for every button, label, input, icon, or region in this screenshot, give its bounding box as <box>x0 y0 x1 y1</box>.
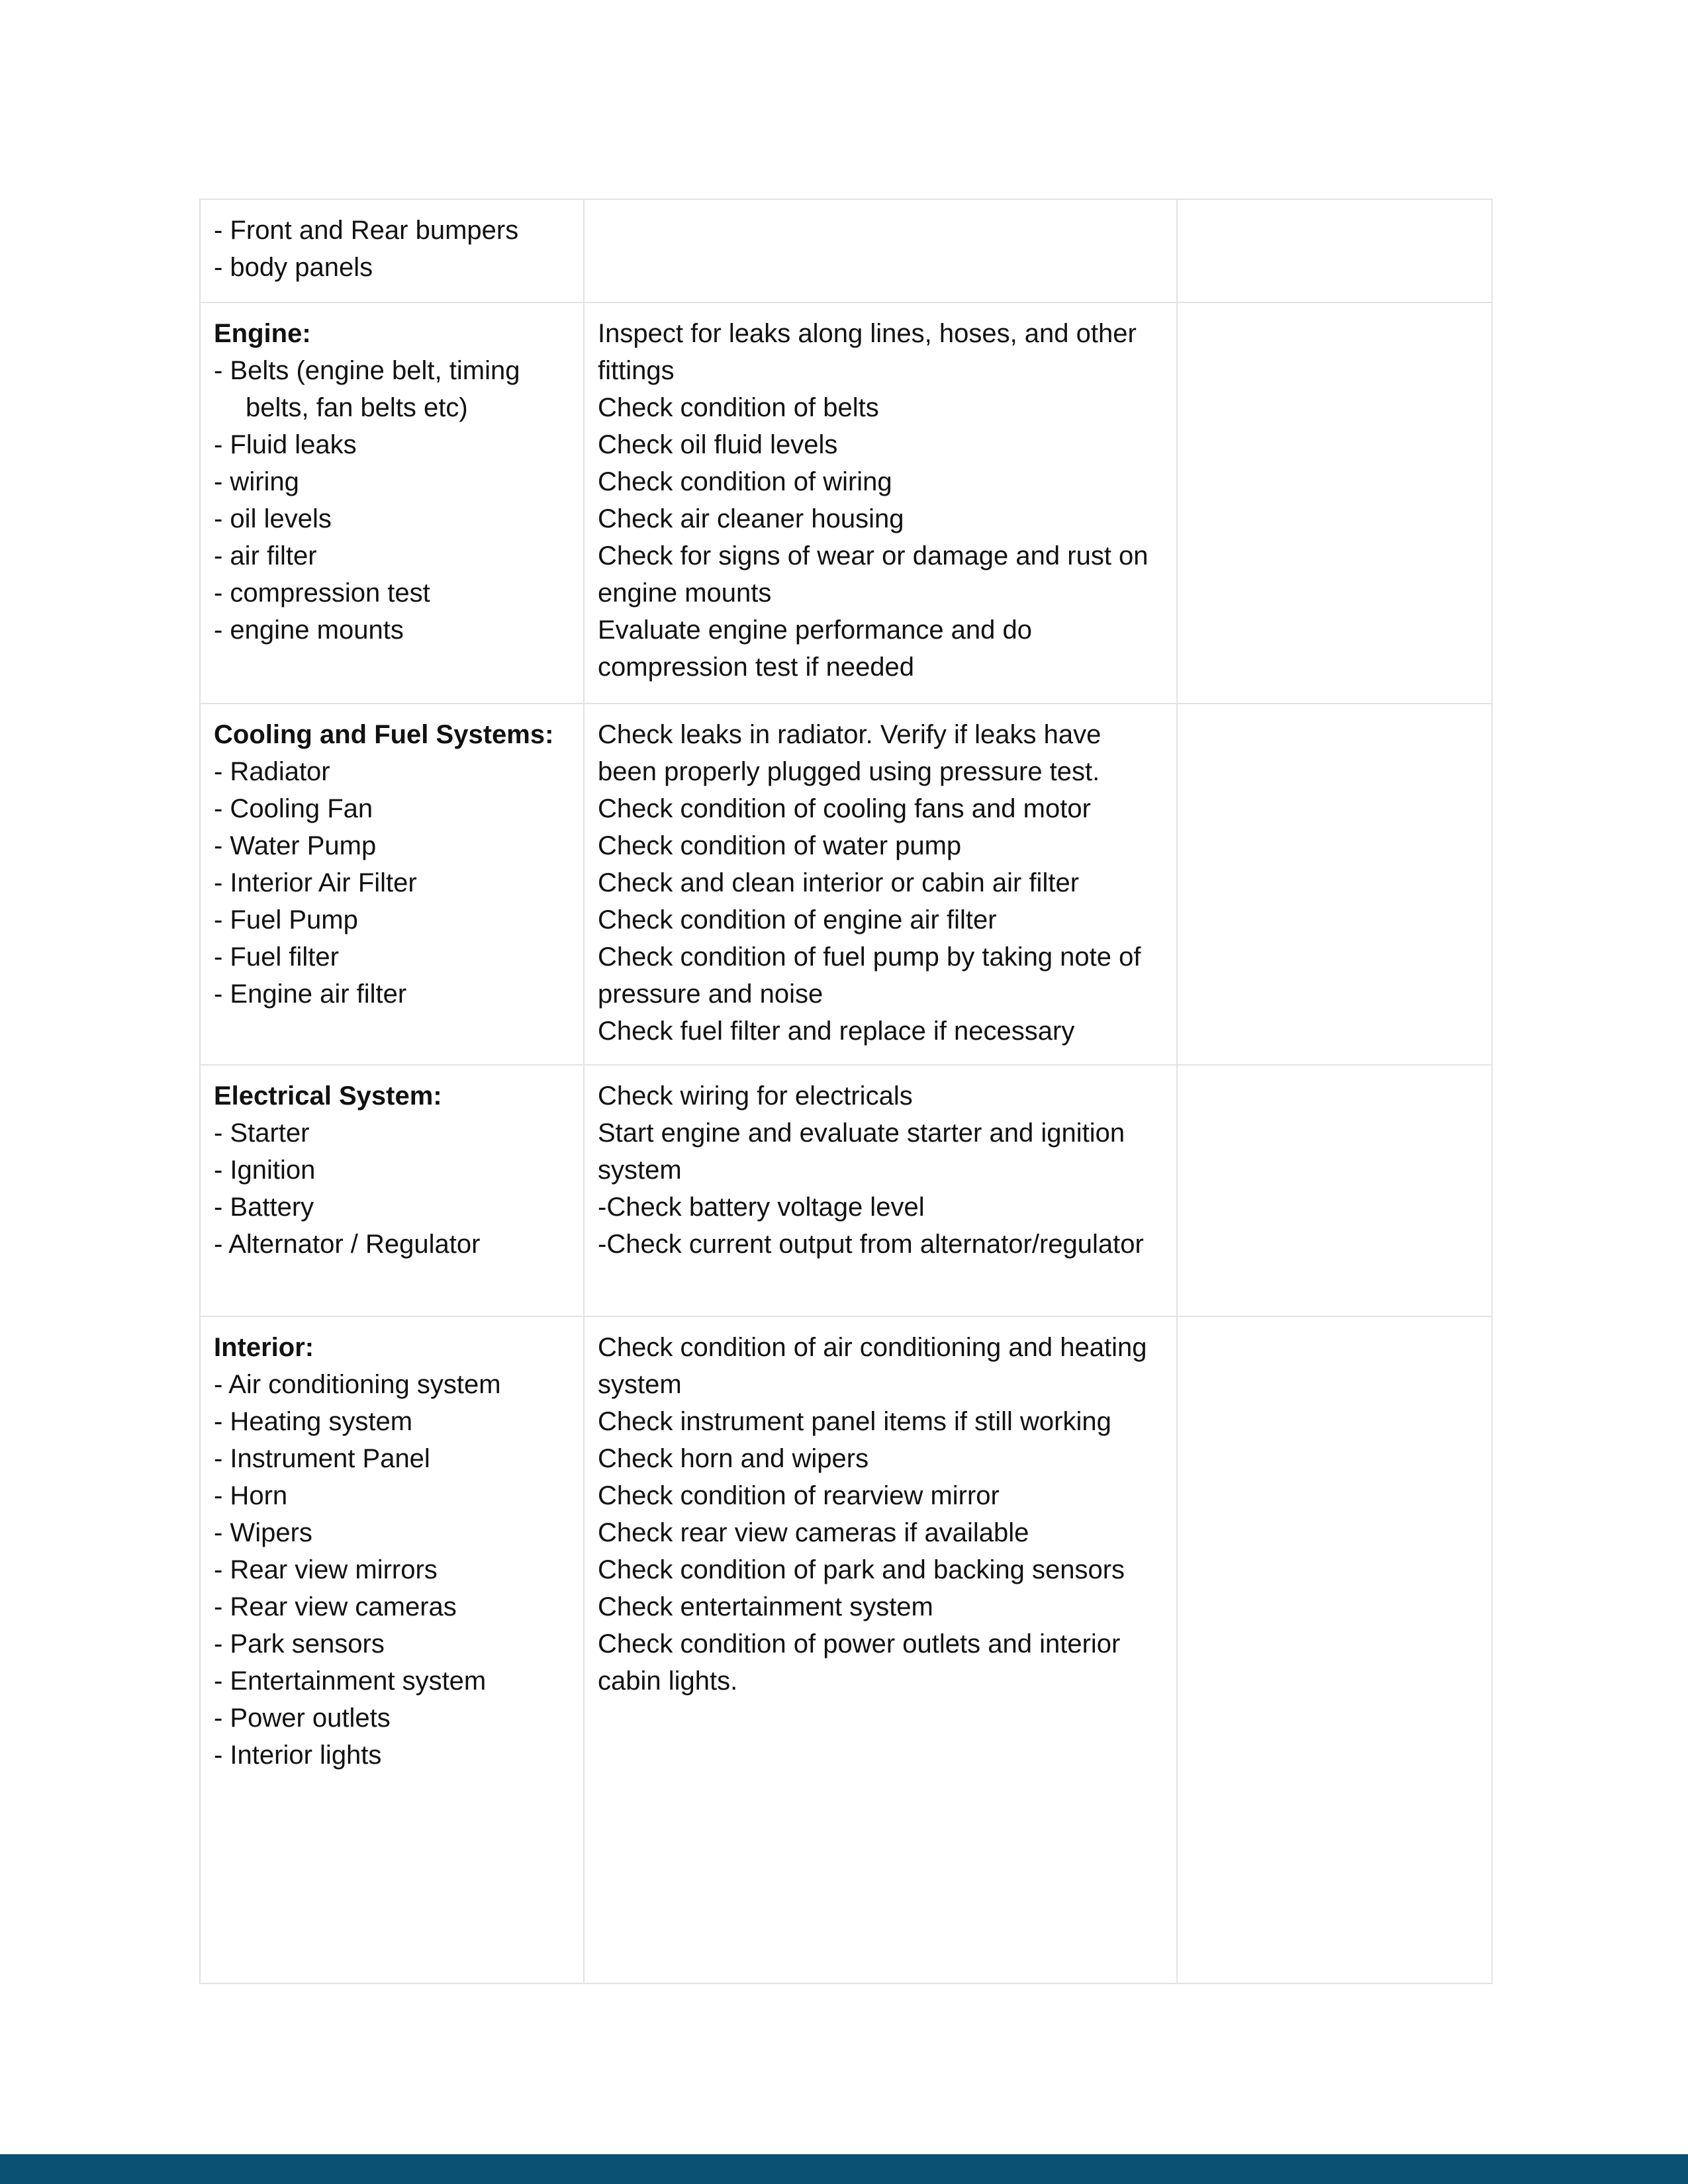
action-line: Check air cleaner housing <box>598 504 904 533</box>
item-line: - Radiator <box>214 757 330 786</box>
item-line: - Alternator / Regulator <box>214 1230 481 1259</box>
notes-cell <box>1177 1316 1492 1983</box>
item-line: - Interior lights <box>214 1741 382 1770</box>
item-line: - Belts (engine belt, timing belts, fan belts etc) <box>214 356 520 422</box>
action-line: Check condition of park and backing sensors <box>598 1555 1125 1584</box>
footer-bar <box>0 2154 1688 2184</box>
item-line: - Cooling Fan <box>214 794 373 823</box>
section-heading: Interior: <box>214 1333 314 1362</box>
item-line: - Entertainment system <box>214 1666 487 1696</box>
action-line: Check and clean interior or cabin air filter <box>598 868 1080 897</box>
item-cell <box>200 302 584 704</box>
action-cell <box>584 1316 1177 1983</box>
item-line: - Interior Air Filter <box>214 868 417 897</box>
action-line: Check wiring for electricals <box>598 1081 913 1111</box>
action-line: -Check current output from alternator/regulator <box>598 1230 1144 1259</box>
item-line: - air filter <box>214 541 317 570</box>
action-cell <box>584 199 1177 302</box>
item-line: - Power outlets <box>214 1704 391 1733</box>
item-line: - Rear view cameras <box>214 1592 457 1621</box>
action-line: Check fuel filter and replace if necessary <box>598 1017 1075 1046</box>
item-line: - Fluid leaks <box>214 430 357 459</box>
item-line: - Battery <box>214 1193 314 1222</box>
item-line: - Fuel Pump <box>214 905 358 934</box>
notes-cell <box>1177 1065 1492 1316</box>
item-line: - Wipers <box>214 1518 312 1547</box>
item-line: - oil levels <box>214 504 332 533</box>
action-line: Check condition of wiring <box>598 467 892 496</box>
item-line: - Park sensors <box>214 1629 385 1659</box>
table-row <box>200 704 1492 1065</box>
item-line: - Ignition <box>214 1156 316 1185</box>
section-heading: Engine: <box>214 319 311 348</box>
item-line: - engine mounts <box>214 615 404 645</box>
item-line: - Water Pump <box>214 831 377 860</box>
item-line: - Front and Rear bumpers <box>214 216 519 245</box>
inspection-checklist-table <box>199 199 1493 1984</box>
item-cell <box>200 1065 584 1316</box>
action-line: Check entertainment system <box>598 1592 933 1621</box>
action-line: Check instrument panel items if still working <box>598 1407 1111 1436</box>
action-line: Check condition of cooling fans and motor <box>598 794 1091 823</box>
notes-cell <box>1177 199 1492 302</box>
action-cell <box>584 704 1177 1065</box>
item-line: - Fuel filter <box>214 942 339 972</box>
table-row <box>200 1316 1492 1983</box>
item-line: - Starter <box>214 1118 310 1148</box>
item-line: - Air conditioning system <box>214 1370 501 1399</box>
table-body <box>200 199 1492 1983</box>
item-cell <box>200 704 584 1065</box>
action-line: Check condition of belts <box>598 393 879 422</box>
item-cell <box>200 1316 584 1983</box>
action-line: Check condition of engine air filter <box>598 905 997 934</box>
action-line: Check condition of power outlets and interior cabin lights. <box>598 1629 1121 1696</box>
action-line: Inspect for leaks along lines, hoses, and other fittings <box>598 319 1137 385</box>
action-line: Check horn and wipers <box>598 1444 869 1473</box>
action-line: Check condition of fuel pump by taking note of pressure and noise <box>598 942 1141 1009</box>
action-line: -Check battery voltage level <box>598 1193 925 1222</box>
action-cell <box>584 302 1177 704</box>
item-line: - Horn <box>214 1481 288 1510</box>
action-line: Check condition of air conditioning and heating system <box>598 1333 1147 1399</box>
item-line: - wiring <box>214 467 299 496</box>
table-row <box>200 302 1492 704</box>
action-line: Check for signs of wear or damage and rust on engine mounts <box>598 541 1149 608</box>
item-line: - Engine air filter <box>214 979 407 1009</box>
section-heading: Cooling and Fuel Systems: <box>214 720 554 749</box>
action-line: Check oil fluid levels <box>598 430 838 459</box>
notes-cell <box>1177 704 1492 1065</box>
item-line: - compression test <box>214 578 430 608</box>
notes-cell <box>1177 302 1492 704</box>
action-cell <box>584 1065 1177 1316</box>
action-line: Check rear view cameras if available <box>598 1518 1029 1547</box>
section-heading: Electrical System: <box>214 1081 442 1111</box>
item-line: - body panels <box>214 253 373 282</box>
table-row <box>200 199 1492 302</box>
item-cell <box>200 199 584 302</box>
table-row <box>200 1065 1492 1316</box>
action-line: Check condition of water pump <box>598 831 962 860</box>
action-line: Check leaks in radiator. Verify if leaks have been properly plugged using pressure test. <box>598 720 1102 786</box>
item-line: - Heating system <box>214 1407 413 1436</box>
action-line: Check condition of rearview mirror <box>598 1481 1000 1510</box>
action-line: Evaluate engine performance and do compression test if needed <box>598 615 1033 682</box>
item-line: - Rear view mirrors <box>214 1555 438 1584</box>
action-line: Start engine and evaluate starter and ignition system <box>598 1118 1125 1185</box>
item-line: - Instrument Panel <box>214 1444 430 1473</box>
